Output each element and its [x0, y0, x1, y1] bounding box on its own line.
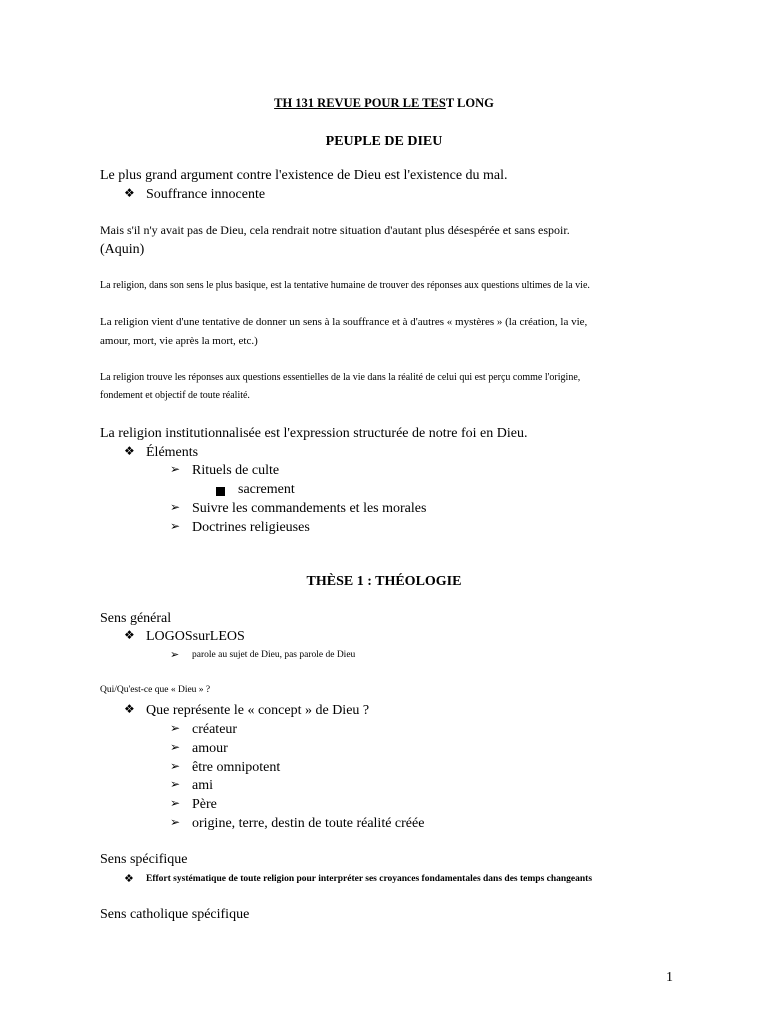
sub-bullet-doctrines-text: Doctrines religieuses	[192, 520, 310, 535]
arrowhead-bullet-icon: ➢	[170, 759, 181, 773]
sub-bullet-commandements	[170, 501, 570, 519]
heading-peuple-de-dieu: PEUPLE DE DIEU	[325, 134, 443, 149]
label-qui-dieu: Qui/Qu'est-ce que « Dieu » ?	[100, 685, 211, 695]
arrowhead-bullet-icon: ➢	[170, 519, 181, 533]
sub-bullet-commandements-text: Suivre les commandements et les morales	[192, 501, 427, 516]
sub-bullet-createur	[170, 722, 370, 740]
arrowhead-bullet-icon: ➢	[170, 462, 181, 476]
bullet-elements-text: Éléments	[146, 445, 199, 460]
sub-bullet-pere	[170, 797, 370, 815]
bullet-concept-text: Que représente le « concept » de Dieu ?	[146, 703, 370, 718]
paragraph-reponses-line1: La religion trouve les réponses aux questions essentielles de la vie dans la réalité de celui qui est perçu comme l'origine,	[100, 372, 581, 383]
sub-bullet-amour-text: amour	[192, 741, 228, 756]
four-diamond-bullet-icon: ❖	[124, 702, 135, 716]
arrowhead-bullet-icon: ➢	[170, 815, 181, 829]
title-underlined-part: TH 131 REVUE POUR LE TES	[274, 96, 446, 110]
paragraph-mal: Le plus grand argument contre l'existence de Dieu est l'existence du mal.	[100, 168, 508, 183]
sub-bullet-omnipotent	[170, 760, 370, 778]
sub-bullet-rituels-text: Rituels de culte	[192, 463, 280, 478]
title-rest-part: T LONG	[445, 96, 494, 110]
bullet-logos	[124, 629, 324, 647]
sub-bullet-rituels	[170, 463, 470, 481]
sub-bullet-origine	[170, 816, 470, 834]
arrowhead-bullet-icon: ➢	[170, 777, 181, 791]
sub-bullet-doctrines	[170, 520, 470, 538]
sub-bullet-ami	[170, 778, 370, 796]
sub-bullet-pere-text: Père	[192, 797, 217, 812]
sub-sub-bullet-sacrement	[216, 482, 416, 500]
label-sens-specifique: Sens spécifique	[100, 852, 188, 867]
paragraph-religion-institutionnalisee: La religion institutionnalisée est l'expression structurée de notre foi en Dieu.	[100, 426, 528, 441]
paragraph-aquin-line1: Mais s'il n'y avait pas de Dieu, cela rendrait notre situation d'autant plus désespérée et sans espoir.	[100, 223, 570, 237]
bullet-effort-systematique	[124, 873, 684, 887]
arrowhead-bullet-icon: ➢	[170, 648, 180, 661]
bullet-souffrance-text: Souffrance innocente	[146, 187, 266, 202]
square-bullet-icon	[216, 485, 225, 501]
paragraph-religion-basique: La religion, dans son sens le plus basique, est la tentative humaine de trouver des réponses aux questions ultimes de la vie.	[100, 280, 590, 291]
paragraph-souffrance-line1: La religion vient d'une tentative de donner un sens à la souffrance et à d'autres « mystères » (la création, la vie,	[100, 316, 588, 328]
sub-bullet-omnipotent-text: être omnipotent	[192, 760, 281, 775]
four-diamond-bullet-icon: ❖	[124, 186, 135, 200]
heading-these-theologie: THÈSE 1 : THÉOLOGIE	[306, 574, 462, 589]
bullet-concept	[124, 703, 424, 721]
bullet-logos-text: LOGOSsurLEOS	[146, 629, 245, 644]
four-diamond-bullet-icon: ❖	[124, 444, 135, 458]
arrowhead-bullet-icon: ➢	[170, 500, 181, 514]
sub-bullet-parole-text: parole au sujet de Dieu, pas parole de Dieu	[192, 650, 356, 660]
sub-bullet-ami-text: ami	[192, 778, 213, 793]
sub-bullet-parole	[170, 649, 470, 663]
bullet-souffrance	[124, 187, 424, 205]
sub-sub-bullet-sacrement-text: sacrement	[238, 482, 295, 497]
arrowhead-bullet-icon: ➢	[170, 796, 181, 810]
paragraph-aquin-line2: (Aquin)	[100, 242, 145, 257]
paragraph-souffrance-line2: amour, mort, vie après la mort, etc.)	[100, 335, 258, 347]
arrowhead-bullet-icon: ➢	[170, 740, 181, 754]
document-title	[0, 96, 768, 110]
label-sens-general: Sens général	[100, 611, 172, 626]
paragraph-reponses-line2: fondement et objectif de toute réalité.	[100, 390, 250, 401]
bullet-elements	[124, 445, 324, 463]
sub-bullet-amour	[170, 741, 370, 759]
four-diamond-bullet-icon: ❖	[124, 872, 134, 885]
four-diamond-bullet-icon: ❖	[124, 628, 135, 642]
label-sens-catholique: Sens catholique spécifique	[100, 907, 250, 922]
page-number: 1	[666, 970, 673, 985]
sub-bullet-origine-text: origine, terre, destin de toute réalité créée	[192, 816, 425, 831]
bullet-effort-systematique-text: Effort systématique de toute religion pour interpréter ses croyances fondamentales dans des temps changeants	[146, 874, 593, 884]
arrowhead-bullet-icon: ➢	[170, 721, 181, 735]
sub-bullet-createur-text: créateur	[192, 722, 238, 737]
